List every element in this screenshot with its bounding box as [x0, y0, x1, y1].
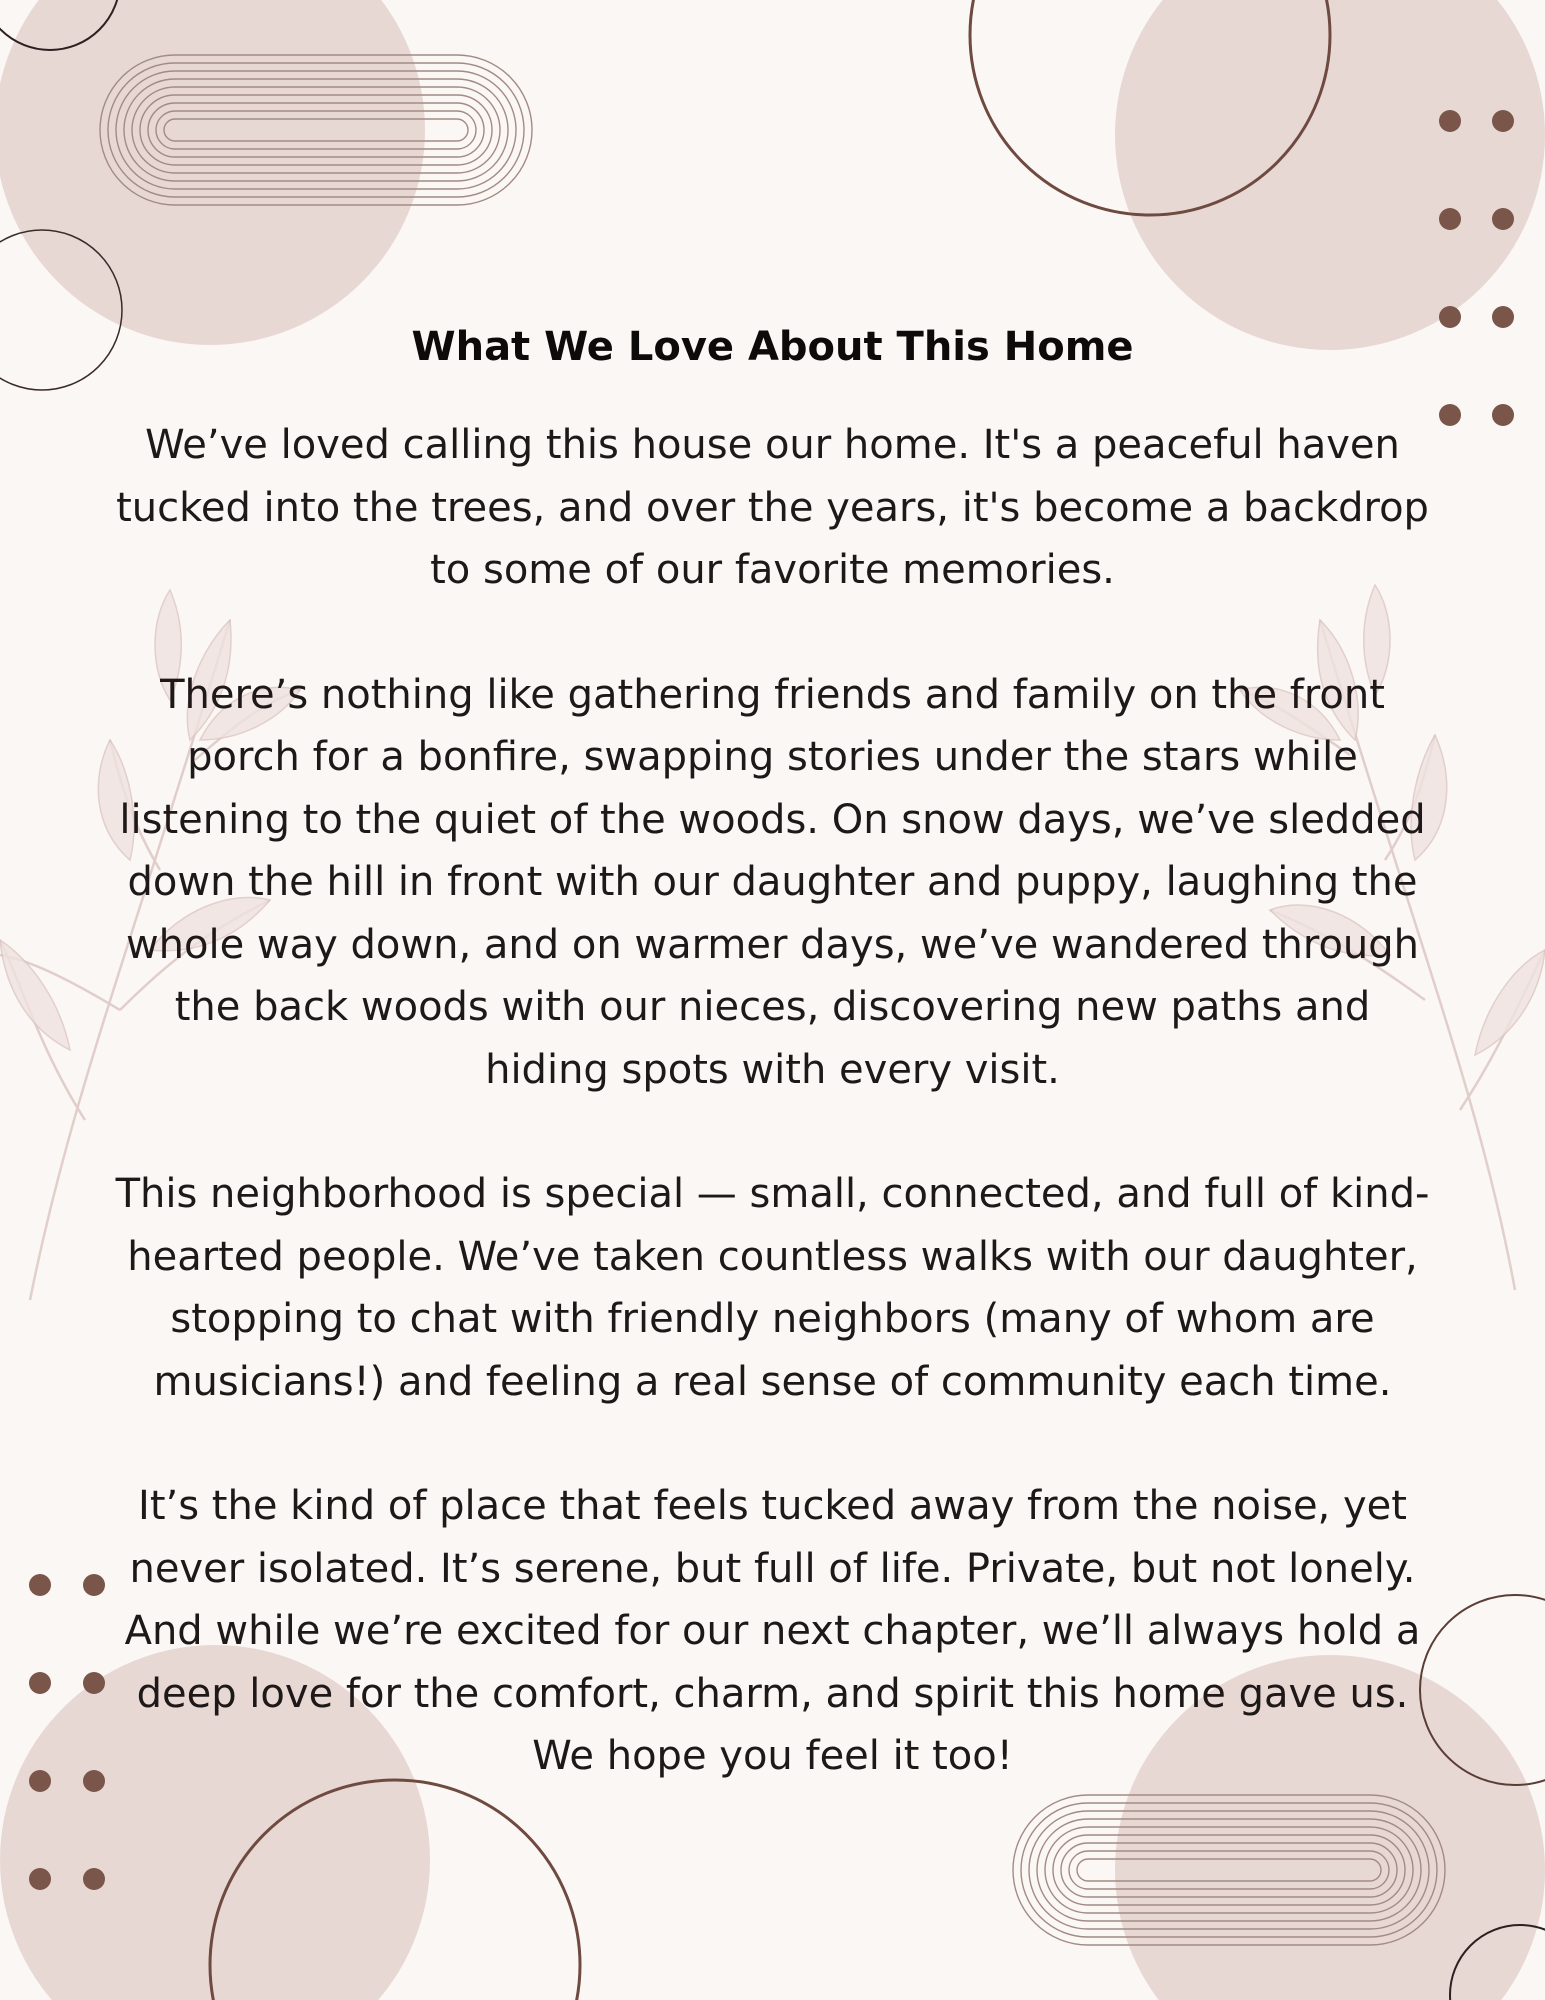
paragraph-intro: We’ve loved calling this house our home. It's a peaceful haven tucked into the trees, and over the years, it's become a backdrop to some of our favorite memories. — [116, 422, 1429, 593]
paragraph-neighborhood: This neighborhood is special — small, connected, and full of kind-hearted people. We’ve taken countless walks with our daughter, stopping to chat with friendly neighbors (many of whom are musicians!) and feeling a real sense of community each time. — [115, 1171, 1430, 1405]
page-title: What We Love About This Home — [411, 324, 1134, 370]
letter-content — [110, 310, 1435, 1850]
paragraph-closing: It’s the kind of place that feels tucked away from the noise, yet never isolated. It’s serene, but full of life. Private, but not lonely. And while we’re excited for our next chapter, we’ll always hold a deep love for the comfort, charm, and spirit this home gave us. We hope you feel it too! — [124, 1483, 1421, 1779]
paragraph-memories: There’s nothing like gathering friends and family on the front porch for a bonfire, swapping stories under the stars while listening to the quiet of the woods. On snow days, we’ve sledded down the hill in front with our daughter and puppy, laughing the whole way down, and on warmer days, we’ve wandered through the back woods with our nieces, discovering new paths and hiding spots with every visit. — [119, 671, 1426, 1093]
